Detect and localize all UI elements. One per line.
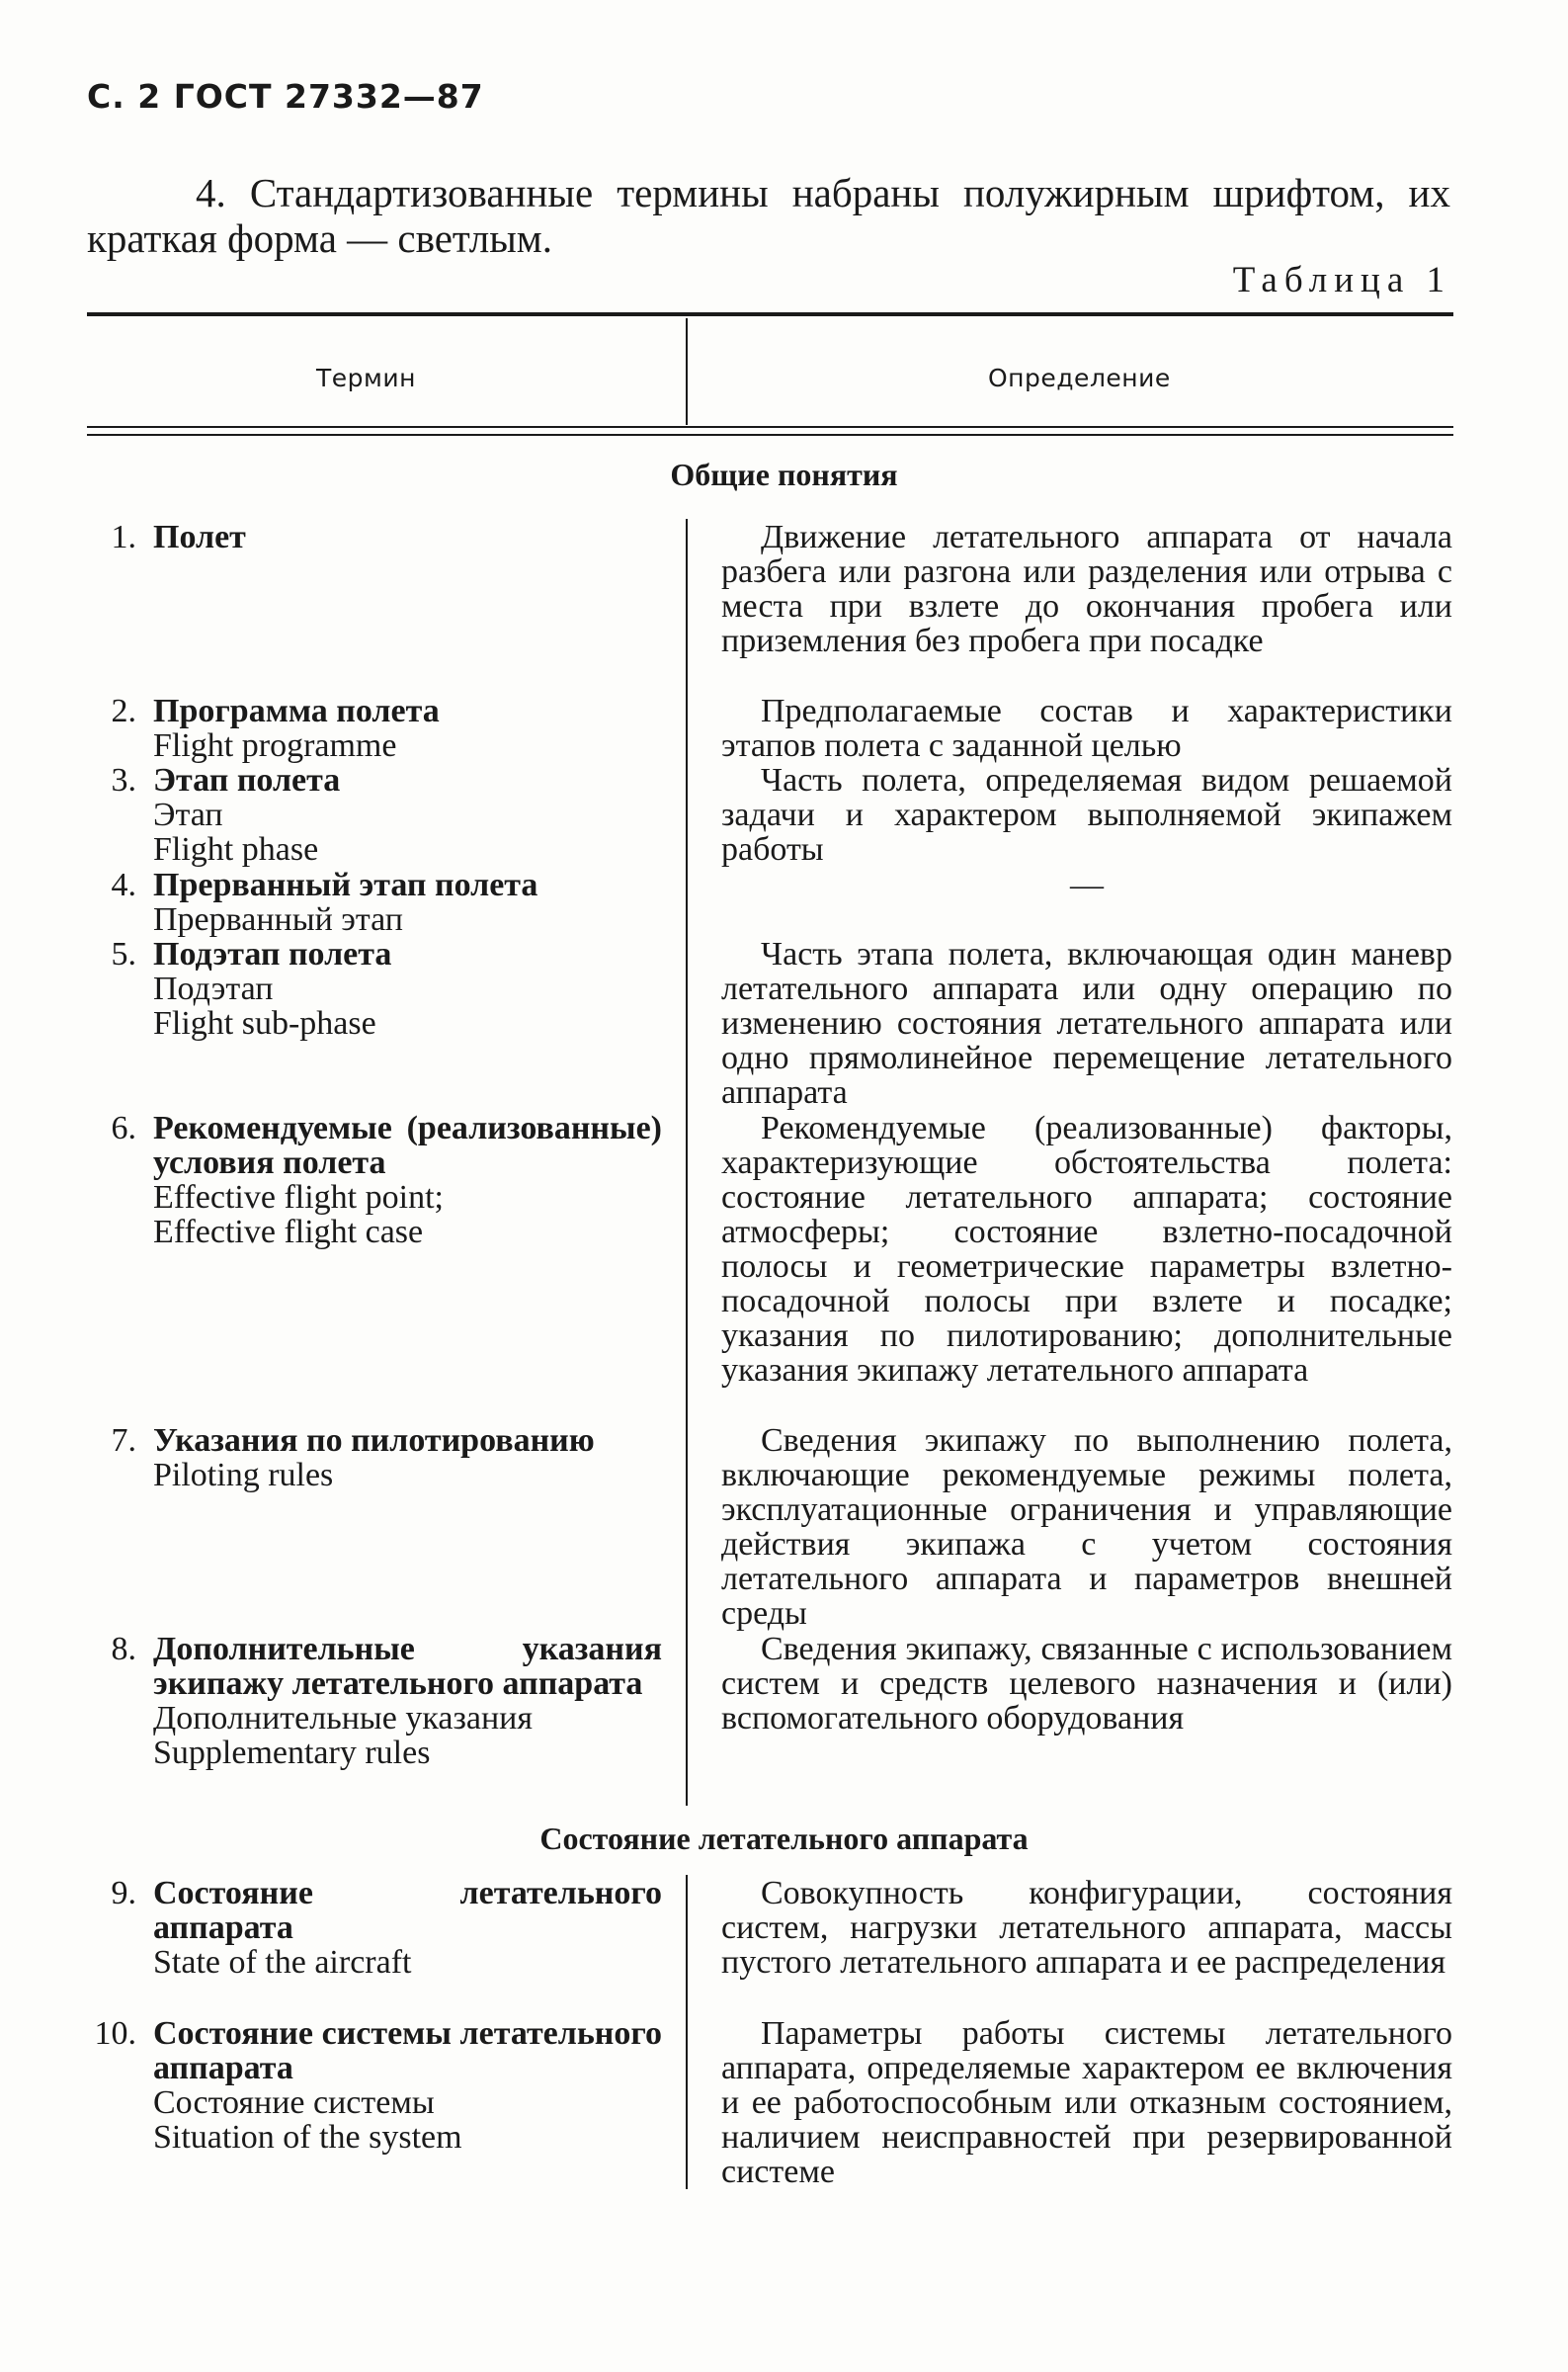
column-divider-section-2 bbox=[686, 1875, 688, 2189]
term-cell bbox=[153, 763, 662, 867]
definition-cell bbox=[721, 520, 1452, 658]
definition-text: Рекомендуемые (реализованные) факторы, характеризующие обстоятельства полета: состояние летательного аппарата; состояние атмосферы; состояние взлетно-посадочной полосы и геометрические параметры взлетно-посадочной полосы при взлете и посадке; указания по пилотированию; дополнительные указания экипажу летательного аппарата bbox=[721, 1110, 1452, 1389]
term-number: 7. bbox=[111, 1422, 136, 1459]
term-number: 10. bbox=[94, 2015, 136, 2052]
definition-text: Совокупность конфигурации, состояния систем, нагрузки летательного аппарата, массы пустого летательного аппарата и ее распределения bbox=[721, 1875, 1452, 1981]
section-title: Общие понятия bbox=[670, 457, 898, 492]
term-synonym: Effective flight case bbox=[153, 1214, 424, 1250]
term-number: 3. bbox=[111, 762, 136, 799]
definition-cell bbox=[721, 694, 1452, 763]
term-title: Программа полета bbox=[153, 693, 440, 729]
term-synonym: Flight phase bbox=[153, 831, 319, 868]
term-synonym: Состояние системы bbox=[153, 2084, 435, 2121]
term-synonym: State of the aircraft bbox=[153, 1944, 412, 1981]
term-title: Подэтап полета bbox=[153, 936, 392, 973]
definition-cell bbox=[721, 2016, 1452, 2189]
definition-text: Сведения экипажу, связанные с использованием систем и средств целевого назначения и (или) вспомогательного оборудования bbox=[721, 1631, 1452, 1737]
term-title: Указания по пилотированию bbox=[153, 1422, 595, 1459]
term-title: Полет bbox=[153, 519, 246, 555]
page-header: С. 2 ГОСТ 27332—87 bbox=[87, 77, 484, 116]
intro-text: 4. Стандартизованные термины набраны полужирным шрифтом, их краткая форма — светлым. bbox=[87, 170, 1450, 261]
term-title: Дополнительные указания экипажу летательного аппарата bbox=[153, 1631, 662, 1702]
term-cell bbox=[153, 1632, 662, 1770]
column-header-definition: Определение bbox=[988, 364, 1171, 392]
term-title: Прерванный этап полета bbox=[153, 867, 538, 903]
term-number: 1. bbox=[111, 519, 136, 555]
term-cell bbox=[153, 694, 662, 763]
header-bottom-rule-2 bbox=[87, 434, 1453, 436]
term-synonym: Piloting rules bbox=[153, 1457, 334, 1493]
term-number: 8. bbox=[111, 1631, 136, 1667]
term-cell bbox=[153, 520, 662, 554]
term-number: 6. bbox=[111, 1110, 136, 1146]
term-synonym: Supplementary rules bbox=[153, 1735, 431, 1771]
term-number: 2. bbox=[111, 693, 136, 729]
term-synonym: Этап bbox=[153, 797, 223, 833]
column-divider-section-1 bbox=[686, 519, 688, 1806]
term-synonym: Прерванный этап bbox=[153, 901, 403, 938]
definition-cell bbox=[721, 763, 1452, 867]
term-cell bbox=[153, 1111, 662, 1249]
definition-text: Часть этапа полета, включающая один маневр летательного аппарата или одну операцию по изменению состояния летательного аппарата или одно прямолинейное перемещение летательного аппарата bbox=[721, 936, 1452, 1111]
term-cell bbox=[153, 1423, 662, 1492]
definition-text: Сведения экипажу по выполнению полета, включающие рекомендуемые режимы полета, эксплуатационные ограничения и управляющие действия экипажа с учетом состояния летательного аппарата и параметров внешней среды bbox=[721, 1422, 1452, 1632]
intro-paragraph bbox=[87, 170, 1450, 261]
definition-cell bbox=[721, 937, 1452, 1110]
term-synonym: Flight programme bbox=[153, 727, 397, 764]
definition-cell bbox=[721, 1111, 1452, 1388]
definition-text: Предполагаемые состав и характеристики этапов полета с заданной целью bbox=[721, 693, 1452, 764]
section-title: Состояние летательного аппарата bbox=[539, 1821, 1029, 1856]
definition-text: Параметры работы системы летательного аппарата, определяемые характером ее включения и ее работоспособным или отказным состоянием, наличием неисправностей при резервированной системе bbox=[721, 2015, 1452, 2190]
definition-cell bbox=[721, 1876, 1452, 1980]
term-cell bbox=[153, 868, 662, 937]
term-cell bbox=[153, 937, 662, 1041]
term-cell bbox=[153, 1876, 662, 1980]
term-title: Этап полета bbox=[153, 762, 341, 799]
header-bottom-rule-1 bbox=[87, 426, 1453, 428]
definition-cell bbox=[721, 1423, 1452, 1631]
term-title: Рекомендуемые (реализованные) условия полета bbox=[153, 1110, 662, 1181]
table-top-rule bbox=[87, 312, 1453, 316]
term-cell bbox=[153, 2016, 662, 2155]
term-number: 9. bbox=[111, 1875, 136, 1911]
table-caption: Таблица 1 bbox=[1232, 260, 1451, 300]
definition-text: Часть полета, определяемая видом решаемой задачи и характером выполняемой экипажем работы bbox=[721, 762, 1452, 868]
definition-cell bbox=[721, 1632, 1452, 1736]
term-synonym: Flight sub-phase bbox=[153, 1005, 376, 1042]
term-synonym: Подэтап bbox=[153, 971, 274, 1007]
term-title: Состояние летательного аппарата bbox=[153, 1875, 662, 1946]
column-header-term: Термин bbox=[316, 364, 416, 392]
term-title: Состояние системы летательного аппарата bbox=[153, 2015, 662, 2086]
definition-dash: — bbox=[1070, 867, 1104, 903]
term-number: 5. bbox=[111, 936, 136, 973]
definition-text: Движение летательного аппарата от начала разбега или разгона или разделения или отрыва с места при взлете до окончания пробега или приземления без пробега при посадке bbox=[721, 519, 1452, 659]
term-synonym: Situation of the system bbox=[153, 2119, 462, 2156]
term-number: 4. bbox=[111, 867, 136, 903]
term-synonym: Effective flight point; bbox=[153, 1179, 444, 1216]
term-synonym: Дополнительные указания bbox=[153, 1700, 533, 1737]
header-column-divider bbox=[686, 318, 688, 425]
